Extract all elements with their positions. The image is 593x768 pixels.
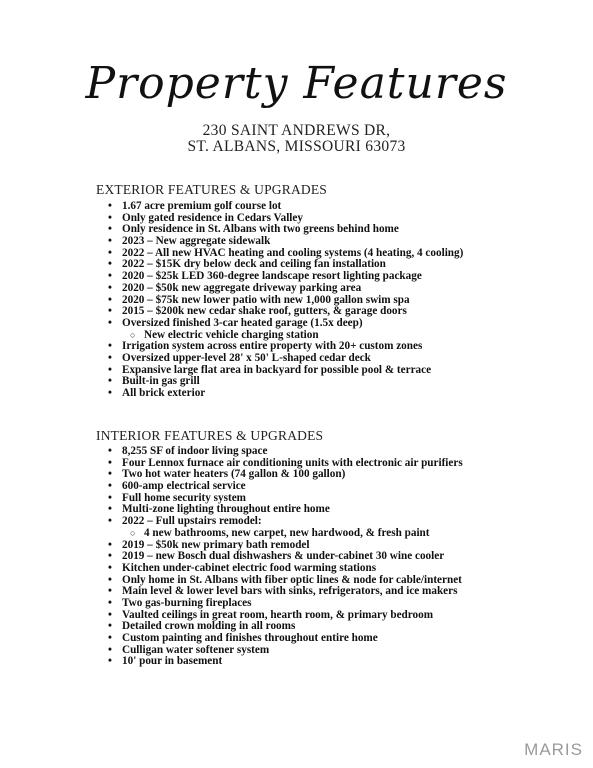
list-item: • Two hot water heaters (74 gallon & 100 gallon) [108,469,463,481]
list-item: • 1.67 acre premium golf course lot [108,201,463,213]
list-item: • Oversized finished 3-car heated garage (1.5x deep) [108,318,463,330]
list-item: • Irrigation system across entire property with 20+ custom zones [108,341,463,353]
list-item: • 2020 – $75k new lower patio with new 1,000 gallon swim spa [108,295,463,307]
list-item: • Kitchen under-cabinet electric food warming stations [108,563,463,575]
address-line-1: 230 SAINT ANDREWS DR, [202,122,391,139]
list-item: • Multi-zone lighting throughout entire home [108,504,463,516]
list-item: • 2020 – $50k new aggregate driveway parking area [108,283,463,295]
list-item: • 10' pour in basement [108,656,463,668]
list-item: • Only gated residence in Cedars Valley [108,213,463,225]
list-item: • 2019 – $50k new primary bath remodel [108,540,463,552]
list-item: • Vaulted ceilings in great room, hearth room, & primary bedroom [108,610,463,622]
interior-heading: INTERIOR FEATURES & UPGRADES [96,428,324,443]
list-item: • 2020 – $25k LED 360-degree landscape resort lighting package [108,271,463,283]
maris-watermark: MARIS [524,740,583,759]
list-item: • Built-in gas grill [108,376,463,388]
list-item: • Oversized upper-level 28' x 50' L-shaped cedar deck [108,353,463,365]
list-item: • 2023 – New aggregate sidewalk [108,236,463,248]
list-subitem: ○ 4 new bathrooms, new carpet, new hardwood, & fresh paint [108,528,463,540]
list-item: • Expansive large flat area in backyard for possible pool & terrace [108,365,463,377]
page-title: Property Features [85,58,508,109]
list-item: • 2022 – $15K dry below deck and ceiling fan installation [108,259,463,271]
list-subitem: ○ New electric vehicle charging station [108,330,463,342]
list-item: • All brick exterior [108,388,463,400]
list-item: • Only home in St. Albans with fiber optic lines & node for cable/internet [108,575,463,587]
list-item: • 2022 – Full upstairs remodel: [108,516,463,528]
list-item: • 2019 – new Bosch dual dishwashers & under-cabinet 30 wine cooler [108,551,463,563]
list-item: • Full home security system [108,493,463,505]
list-item: • Four Lennox furnace air conditioning units with electronic air purifiers [108,458,463,470]
list-item: • 2015 – $200k new cedar shake roof, gutters, & garage doors [108,306,463,318]
interior-features-list [108,446,463,668]
list-item: • 2022 – All new HVAC heating and cooling systems (4 heating, 4 cooling) [108,248,463,260]
list-item: • Custom painting and finishes throughout entire home [108,633,463,645]
address-line-2: ST. ALBANS, MISSOURI 63073 [187,138,406,155]
list-item: • Only residence in St. Albans with two greens behind home [108,224,463,236]
list-item: • 600-amp electrical service [108,481,463,493]
list-item: • 8,255 SF of indoor living space [108,446,463,458]
list-item: • Culligan water softener system [108,645,463,657]
list-item: • Two gas-burning fireplaces [108,598,463,610]
exterior-features-list [108,201,463,400]
exterior-heading: EXTERIOR FEATURES & UPGRADES [96,182,327,197]
list-item: • Main level & lower level bars with sinks, refrigerators, and ice makers [108,586,463,598]
list-item: • Detailed crown molding in all rooms [108,621,463,633]
